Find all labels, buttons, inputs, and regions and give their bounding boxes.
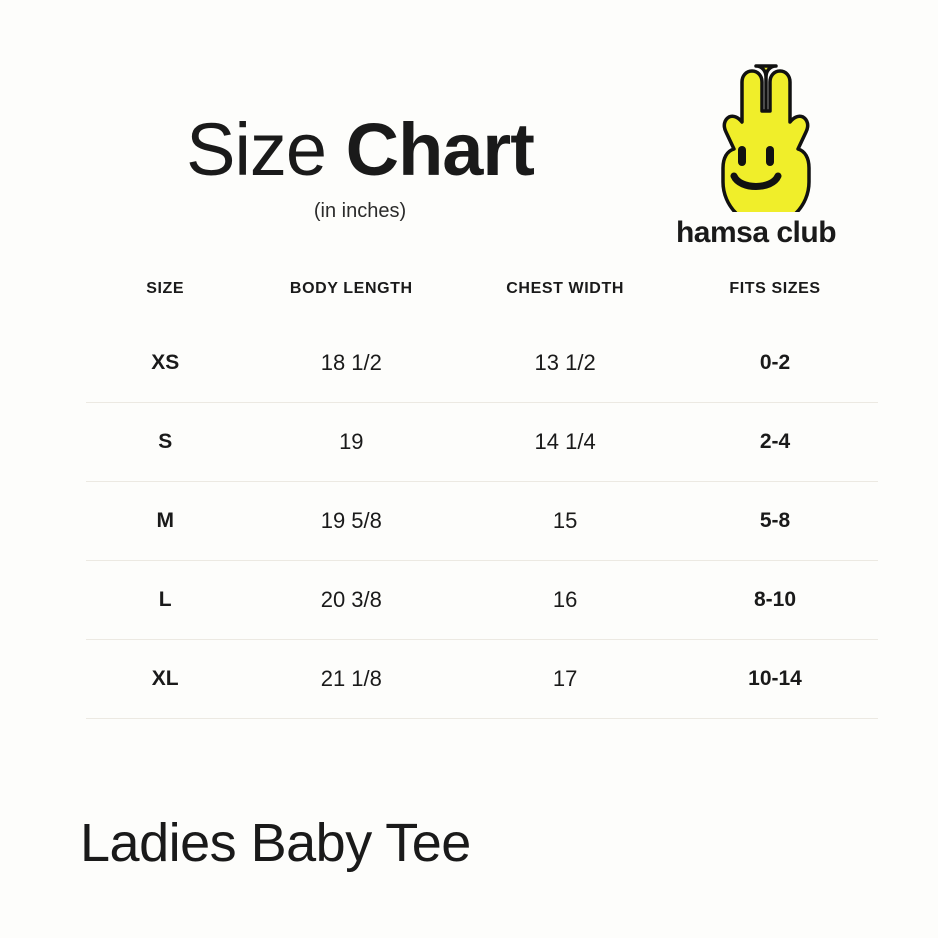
cell-size: L: [86, 561, 244, 640]
cell-body-length: 18 1/2: [320, 350, 382, 375]
units-subtitle: (in inches): [313, 200, 407, 222]
table-row: [86, 640, 878, 719]
cell-size: S: [86, 403, 244, 482]
page-title-bold: Chart: [345, 108, 534, 191]
cell-body-length: 21 1/8: [244, 640, 458, 719]
cell-chest-width: 15: [458, 482, 672, 561]
product-name: Ladies Baby Tee: [80, 813, 471, 873]
table-bottom-divider: [86, 718, 878, 719]
cell-fits-sizes: 8-10: [672, 561, 878, 640]
cell-body-length: 20 3/8: [244, 561, 458, 640]
hamsa-hand-smiley-icon: [686, 62, 826, 212]
table-row: [86, 324, 878, 403]
table-header-row: [86, 272, 878, 324]
cell-fits-sizes: 2-4: [672, 403, 878, 482]
column-header-body-length: BODY LENGTH: [289, 280, 413, 297]
table-row: [86, 561, 878, 640]
cell-chest-width: 14 1/4: [458, 403, 672, 482]
cell-chest-width: 16: [458, 561, 672, 640]
size-table: [86, 272, 878, 718]
cell-size: XL: [86, 640, 244, 719]
brand-logo: [646, 62, 866, 250]
size-table-wrapper: [86, 272, 878, 719]
cell-fits-sizes: 10-14: [672, 640, 878, 719]
table-header: [86, 272, 878, 324]
page-title-light: Size: [186, 108, 346, 191]
cell-size: M: [86, 482, 244, 561]
table-row: [86, 403, 878, 482]
column-header-size: SIZE: [146, 280, 185, 297]
header: [0, 90, 938, 260]
page-title: [150, 110, 570, 190]
brand-name: hamsa club: [675, 216, 837, 249]
cell-chest-width: 13 1/2: [534, 350, 596, 375]
cell-fits-sizes: 5-8: [672, 482, 878, 561]
title-block: [150, 110, 570, 223]
table-body: [86, 324, 878, 718]
cell-body-length: 19: [244, 403, 458, 482]
cell-fits-sizes: 0-2: [759, 351, 791, 374]
column-header-fits-sizes: FITS SIZES: [729, 280, 821, 297]
cell-size: XS: [151, 351, 180, 374]
cell-body-length: 19 5/8: [244, 482, 458, 561]
column-header-chest-width: CHEST WIDTH: [506, 280, 624, 297]
cell-chest-width: 17: [458, 640, 672, 719]
table-row: [86, 482, 878, 561]
footer: [80, 812, 780, 874]
